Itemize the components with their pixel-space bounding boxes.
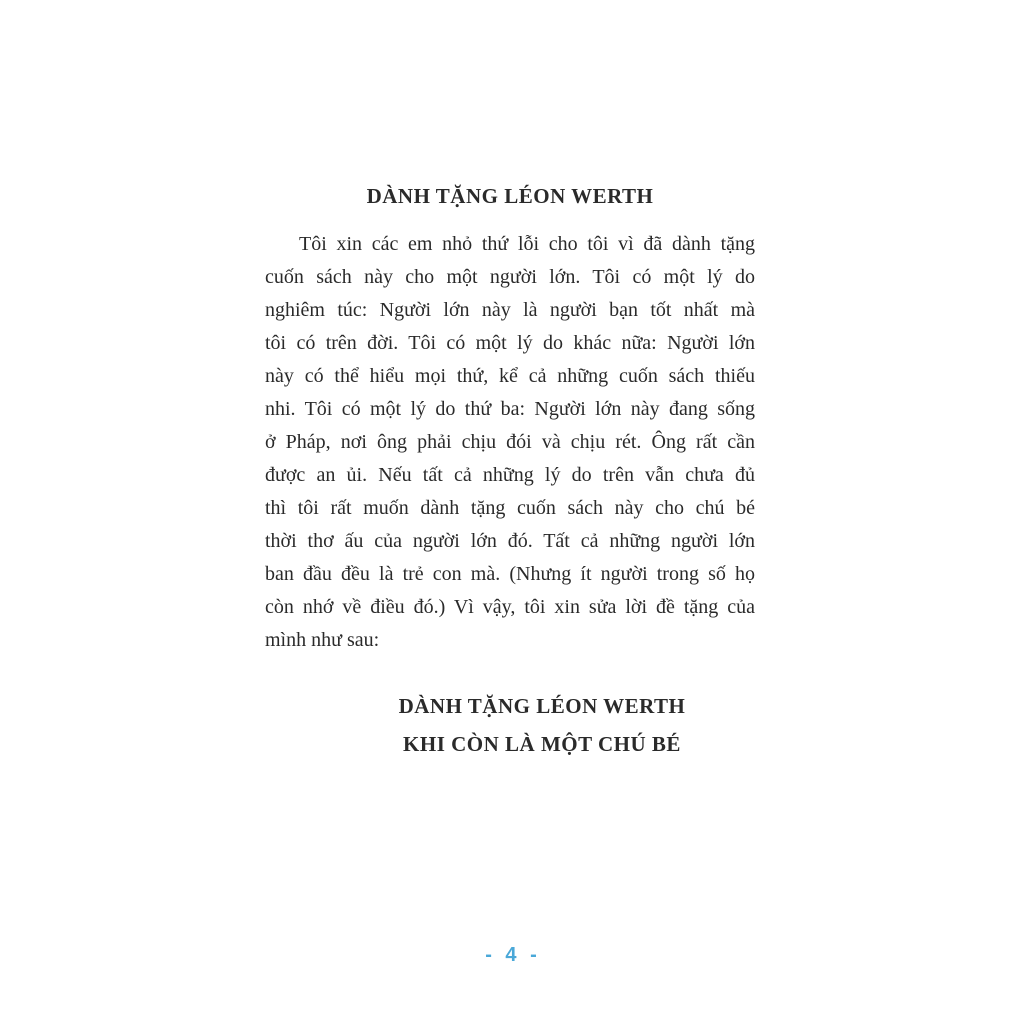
paragraph-line: được an ủi. Nếu tất cả những lý do trên vẫn chưa đủ	[265, 464, 755, 486]
paragraph-line: thì tôi rất muốn dành tặng cuốn sách này cho chú bé	[265, 497, 755, 519]
dedication-paragraph	[265, 228, 755, 657]
paragraph-line: ban đầu đều là trẻ con mà. (Nhưng ít người trong số họ	[265, 563, 755, 585]
page-number: - 4 -	[485, 944, 541, 966]
closing-dedication-line-2: KHI CÒN LÀ MỘT CHÚ BÉ	[403, 732, 681, 756]
paragraph-line: Tôi xin các em nhỏ thứ lỗi cho tôi vì đã dành tặng	[299, 233, 755, 255]
paragraph-line: còn nhớ về điều đó.) Vì vậy, tôi xin sửa lời đề tặng của	[265, 596, 755, 618]
paragraph-line: nghiêm túc: Người lớn này là người bạn tốt nhất mà	[265, 299, 755, 321]
paragraph-line: nhi. Tôi có một lý do thứ ba: Người lớn này đang sống	[265, 398, 755, 420]
paragraph-line: tôi có trên đời. Tôi có một lý do khác nữa: Người lớn	[265, 332, 755, 354]
closing-dedication-line-1: DÀNH TẶNG LÉON WERTH	[398, 694, 686, 718]
dedication-title: DÀNH TẶNG LÉON WERTH	[366, 184, 654, 208]
paragraph-line: này có thể hiểu mọi thứ, kể cả những cuốn sách thiếu	[265, 365, 755, 387]
paragraph-line: ở Pháp, nơi ông phải chịu đói và chịu rét. Ông rất cần	[265, 431, 755, 453]
paragraph-line: thời thơ ấu của người lớn đó. Tất cả những người lớn	[265, 530, 755, 552]
paragraph-line: mình như sau:	[265, 629, 380, 651]
paragraph-line: cuốn sách này cho một người lớn. Tôi có một lý do	[265, 266, 755, 288]
